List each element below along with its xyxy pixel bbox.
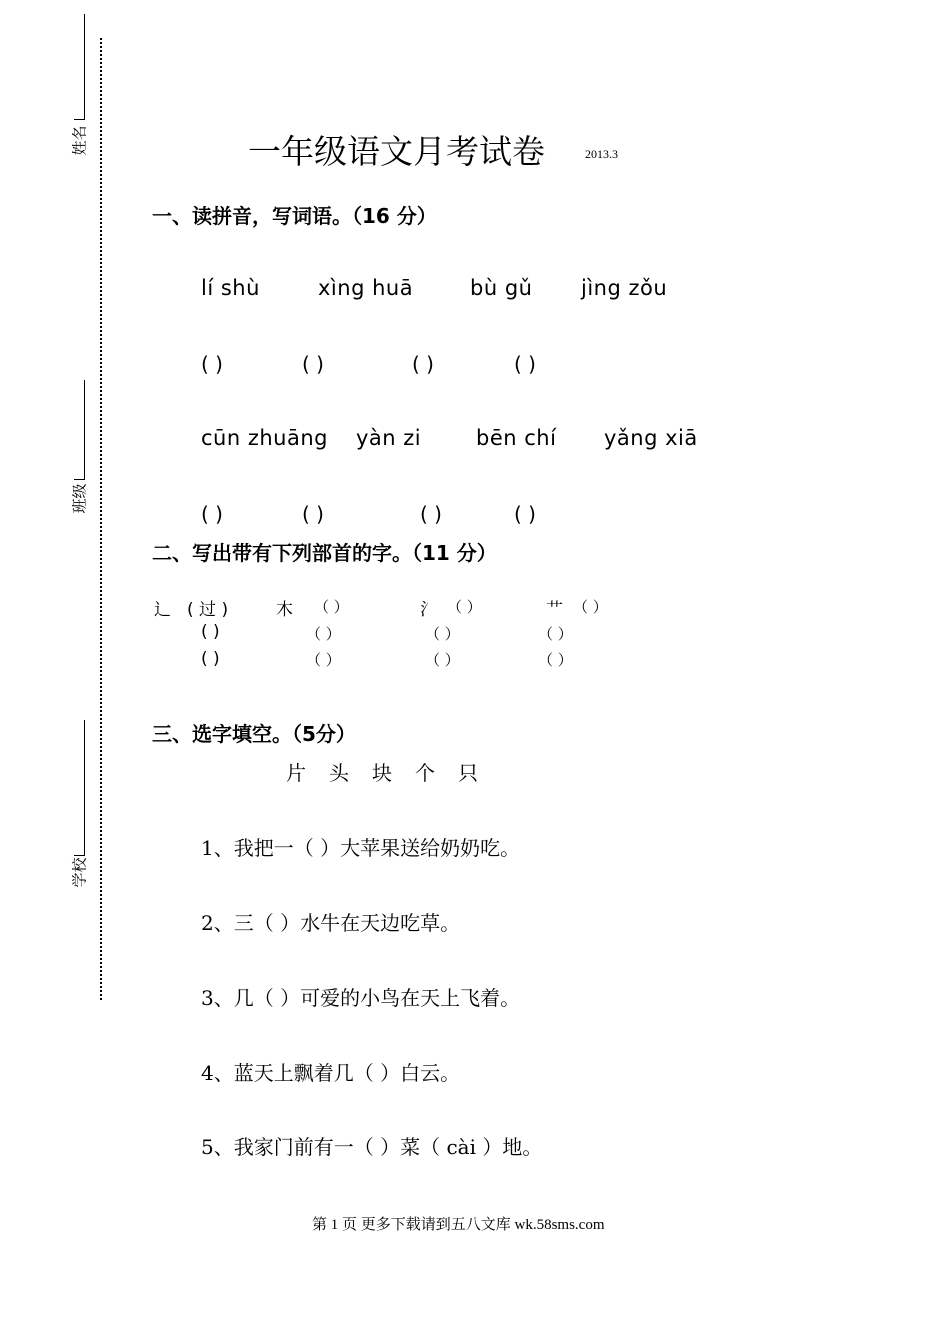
pinyin-jing-zou: jìng zǒu bbox=[581, 276, 668, 300]
answer-blank[interactable]: ( ) bbox=[412, 352, 434, 376]
pinyin-yang-xia: yǎng xiā bbox=[604, 426, 698, 450]
school-underline bbox=[74, 855, 85, 856]
answer-blank[interactable]: ( ) bbox=[302, 502, 324, 526]
choice-pian: 片 bbox=[286, 761, 306, 785]
radical-shui: 氵 bbox=[420, 600, 437, 620]
answer-blank[interactable]: （ ） bbox=[425, 651, 460, 669]
question-2: 2、三（ ）水牛在天边吃草。 bbox=[201, 911, 461, 935]
section3-heading: 三、选字填空。（5分） bbox=[152, 722, 356, 746]
answer-blank[interactable]: ( ) bbox=[514, 352, 536, 376]
answer-blank[interactable]: ( ) bbox=[201, 352, 223, 376]
question-1: 1、我把一（ ）大苹果送给奶奶吃。 bbox=[201, 836, 521, 860]
answer-blank[interactable]: ( ) bbox=[420, 502, 442, 526]
answer-blank[interactable]: （ ） bbox=[314, 598, 349, 616]
section2-heading: 二、写出带有下列部首的字。（11 分） bbox=[152, 541, 497, 565]
question-4: 4、蓝天上飘着几（ ）白云。 bbox=[201, 1061, 461, 1085]
question-3: 3、几（ ）可爱的小鸟在天上飞着。 bbox=[201, 986, 521, 1010]
binding-dotted-line bbox=[100, 38, 102, 1000]
class-blank-line bbox=[84, 380, 85, 480]
pinyin-xing-hua: xìng huā bbox=[318, 276, 414, 300]
pinyin-li-shu: lí shù bbox=[201, 276, 260, 300]
school-label: 学校 bbox=[70, 857, 89, 888]
answer-blank[interactable]: （ ） bbox=[306, 651, 341, 669]
pinyin-bu-gu: bù gǔ bbox=[470, 276, 533, 300]
answer-blank[interactable]: ( ) bbox=[201, 622, 220, 642]
school-blank-line bbox=[84, 720, 85, 856]
answer-blank[interactable]: （ ） bbox=[306, 625, 341, 643]
pinyin-ben-chi: bēn chí bbox=[476, 426, 557, 450]
radical-cao: 艹 bbox=[546, 600, 563, 620]
exam-date: 2013.3 bbox=[585, 147, 618, 161]
pinyin-cun-zhuang: cūn zhuāng bbox=[201, 426, 328, 450]
radical-example-answer: ( 过 ) bbox=[187, 600, 229, 620]
pinyin-yan-zi: yàn zi bbox=[356, 426, 422, 450]
answer-blank[interactable]: （ ） bbox=[538, 625, 573, 643]
answer-blank[interactable]: ( ) bbox=[514, 502, 536, 526]
question-5: 5、我家门前有一（ ）菜（ cài ）地。 bbox=[201, 1135, 543, 1159]
answer-blank[interactable]: ( ) bbox=[201, 502, 223, 526]
name-label: 姓名 bbox=[70, 125, 89, 156]
answer-blank[interactable]: （ ） bbox=[538, 651, 573, 669]
class-underline bbox=[74, 479, 85, 480]
radical-mu: 木 bbox=[276, 600, 293, 620]
answer-blank[interactable]: （ ） bbox=[447, 598, 482, 616]
answer-blank[interactable]: ( ) bbox=[201, 649, 220, 669]
word-choices bbox=[286, 757, 501, 786]
name-underline bbox=[74, 119, 85, 120]
page-footer: 第 1 页 更多下载请到五八文库 wk.58sms.com bbox=[312, 1217, 605, 1233]
section1-heading: 一、读拼音，写词语。（16 分） bbox=[152, 204, 437, 228]
choice-kuai: 块 bbox=[372, 761, 392, 785]
answer-blank[interactable]: （ ） bbox=[573, 598, 608, 616]
answer-blank[interactable]: ( ) bbox=[302, 352, 324, 376]
name-blank-line bbox=[84, 14, 85, 120]
radical-chuo: 辶 bbox=[154, 600, 171, 620]
choice-ge: 个 bbox=[415, 761, 435, 785]
choice-zhi: 只 bbox=[458, 761, 478, 785]
page-title: 一年级语文月考试卷 bbox=[248, 132, 545, 171]
answer-blank[interactable]: （ ） bbox=[425, 625, 460, 643]
choice-tou: 头 bbox=[329, 761, 349, 785]
class-label: 班级 bbox=[70, 483, 89, 514]
